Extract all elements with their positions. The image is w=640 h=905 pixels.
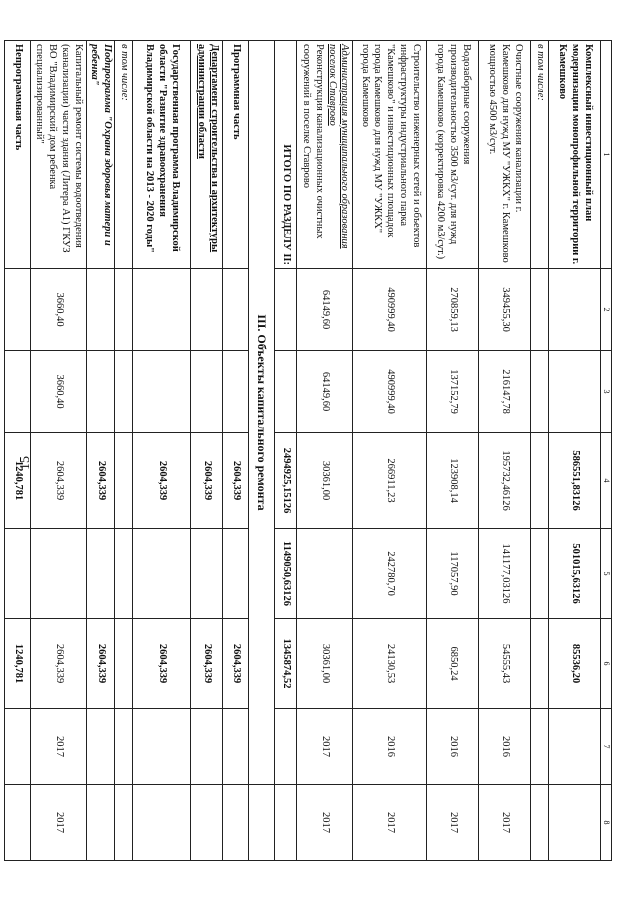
cell: [4, 351, 30, 433]
cell: [531, 433, 549, 529]
cell: 2604,339: [191, 619, 223, 709]
budget-table-sheet: [12, 40, 612, 860]
cell: [86, 529, 115, 619]
capital-objects-table: [4, 40, 612, 861]
cell: 2604,339: [191, 433, 223, 529]
total-row: [275, 41, 297, 861]
cell: 1240,781: [4, 433, 30, 529]
cell: [133, 529, 191, 619]
row-name: Водозаборные сооружения производительностью 3500 м3/сут. для нужд города Камешково (корректировка 4200 м3/сут.): [427, 41, 479, 269]
table-row: [297, 41, 353, 861]
cell: [549, 709, 601, 785]
row-name: в том числе:: [531, 41, 549, 269]
cell: [191, 269, 223, 351]
cell: [30, 529, 86, 619]
cell: 137152,79: [427, 351, 479, 433]
table-row: [30, 41, 86, 861]
cell: [223, 269, 249, 351]
cell: 270859,13: [427, 269, 479, 351]
cell: [223, 351, 249, 433]
cell: [223, 709, 249, 785]
cell: 490999,40: [353, 351, 427, 433]
cell: [133, 709, 191, 785]
cell: [191, 785, 223, 861]
cell: [191, 709, 223, 785]
cell: 30361,00: [297, 619, 353, 709]
cell: [531, 619, 549, 709]
row-name: в том числе:: [115, 41, 133, 269]
cell: [531, 351, 549, 433]
cell: 2604,339: [30, 433, 86, 529]
cell: 30361,00: [297, 433, 353, 529]
table-row: [549, 41, 601, 861]
table-row: [191, 41, 223, 861]
cell: 6850,24: [427, 619, 479, 709]
table-row: [531, 41, 549, 861]
cell: [4, 785, 30, 861]
row-name: Программная часть: [223, 41, 249, 269]
cell: [133, 269, 191, 351]
row-name: Капитальный ремонт системы водоотведения (канализации) части здания (Литера А1) ГКУЗ ВО "Владимирский дом ребенка специализированный": [30, 41, 86, 269]
cell: 266911,23: [353, 433, 427, 529]
row-name-text: Реконструкция канализационных очистных сооружений в поселке Ставрово: [300, 44, 325, 239]
row-name: [191, 41, 223, 269]
col-header-1: 1: [601, 41, 612, 269]
cell: 2017: [30, 709, 86, 785]
table-row: [4, 41, 30, 861]
cell: 2604,339: [133, 619, 191, 709]
cell: 64149,60: [297, 351, 353, 433]
row-name: Строительство инженерных сетей и объектов инфраструктуры индустриального парка "Камешково" и инвестиционных площадок города Камешково для нужд МУ "УЖКХ" города Камешково: [353, 41, 427, 269]
cell: 3660,40: [30, 351, 86, 433]
cell: 2604,339: [133, 433, 191, 529]
cell: 1345874,52: [275, 619, 297, 709]
cell: 2604,339: [86, 619, 115, 709]
cell: [549, 269, 601, 351]
cell: [133, 785, 191, 861]
col-header-3: 3: [601, 351, 612, 433]
cell: [191, 529, 223, 619]
table-row: [115, 41, 133, 861]
cell: [115, 619, 133, 709]
table-row: [86, 41, 115, 861]
cell: 141177,03126: [479, 529, 531, 619]
column-number-row: [601, 41, 612, 861]
cell: [275, 709, 297, 785]
table-row: [353, 41, 427, 861]
cell: 24130,53: [353, 619, 427, 709]
col-header-2: 2: [601, 269, 612, 351]
cell: 242780,70: [353, 529, 427, 619]
cell: [223, 529, 249, 619]
section-title: III. Объекты капитального ремонта: [249, 41, 275, 785]
cell: 54555,43: [479, 619, 531, 709]
cell: 195732,46126: [479, 433, 531, 529]
cell: 123908,14: [427, 433, 479, 529]
cell: [86, 785, 115, 861]
cell: [531, 269, 549, 351]
cell: 64149,60: [297, 269, 353, 351]
col-header-4: 4: [601, 433, 612, 529]
cell: [275, 351, 297, 433]
cell: [4, 269, 30, 351]
cell: [115, 433, 133, 529]
admin-label: Администрация муниципального образования поселок Ставрово: [326, 44, 351, 249]
cell: 349455,30: [479, 269, 531, 351]
row-name: Подпрограмма "Охрана здоровья матери и ребенка": [86, 41, 115, 269]
table-row: [133, 41, 191, 861]
cell: 1149050,63126: [275, 529, 297, 619]
cell: [86, 709, 115, 785]
cell: [133, 351, 191, 433]
col-header-7: 7: [601, 709, 612, 785]
cell: 2017: [30, 785, 86, 861]
cell: 2016: [479, 709, 531, 785]
cell: 2604,339: [223, 433, 249, 529]
cell: [4, 709, 30, 785]
cell: [549, 351, 601, 433]
cell: 2016: [427, 709, 479, 785]
cell: 1240,781: [4, 619, 30, 709]
cell: 2017: [297, 785, 353, 861]
cell: 2604,339: [30, 619, 86, 709]
row-name: Государственная программа Владимирской области "Развитие здравоохранения Владимирской области на 2013 - 2020 годы": [133, 41, 191, 269]
cell: 501015,63126: [549, 529, 601, 619]
table-row: [223, 41, 249, 861]
cell: 2017: [297, 709, 353, 785]
cell: 216147,78: [479, 351, 531, 433]
cell: 2604,339: [223, 619, 249, 709]
page-number: 15: [18, 456, 33, 470]
table-row: [427, 41, 479, 861]
col-header-5: 5: [601, 529, 612, 619]
cell: 2494925,15126: [275, 433, 297, 529]
cell: [115, 785, 133, 861]
cell: [4, 529, 30, 619]
row-name: Непрограммная часть: [4, 41, 30, 269]
section-heading-row: [249, 41, 275, 861]
col-header-6: 6: [601, 619, 612, 709]
cell: [86, 351, 115, 433]
table-row: [479, 41, 531, 861]
cell: 2017: [353, 785, 427, 861]
cell: [223, 785, 249, 861]
cell: 2017: [427, 785, 479, 861]
row-name: [297, 41, 353, 269]
cell: [115, 529, 133, 619]
cell: [531, 529, 549, 619]
cell: [549, 785, 601, 861]
cell: [297, 529, 353, 619]
cell: [115, 269, 133, 351]
cell: 490999,40: [353, 269, 427, 351]
cell: [275, 269, 297, 351]
cell: 2017: [479, 785, 531, 861]
cell: 85536,20: [549, 619, 601, 709]
cell: 3660,40: [30, 269, 86, 351]
row-name: Комплексный инвестиционный план модернизации монопрофильной территории г. Камешково: [549, 41, 601, 269]
cell: [275, 785, 297, 861]
row-name: Очистные сооружения канализации г. Камешково для нужд МУ "УЖКХ" г. Камешково мощностью 4500 м3/сут.: [479, 41, 531, 269]
cell: [249, 785, 275, 861]
cell: 2016: [353, 709, 427, 785]
total-label: ИТОГО ПО РАЗДЕЛУ II:: [275, 41, 297, 269]
cell: [115, 351, 133, 433]
cell: [191, 351, 223, 433]
col-header-8: 8: [601, 785, 612, 861]
cell: 586551,83126: [549, 433, 601, 529]
cell: [531, 709, 549, 785]
cell: 117057,90: [427, 529, 479, 619]
cell: [531, 785, 549, 861]
cell: 2604,339: [86, 433, 115, 529]
cell: [86, 269, 115, 351]
cell: [115, 709, 133, 785]
department-name: Департамент строительства и архитектуры администрации области: [195, 44, 220, 253]
